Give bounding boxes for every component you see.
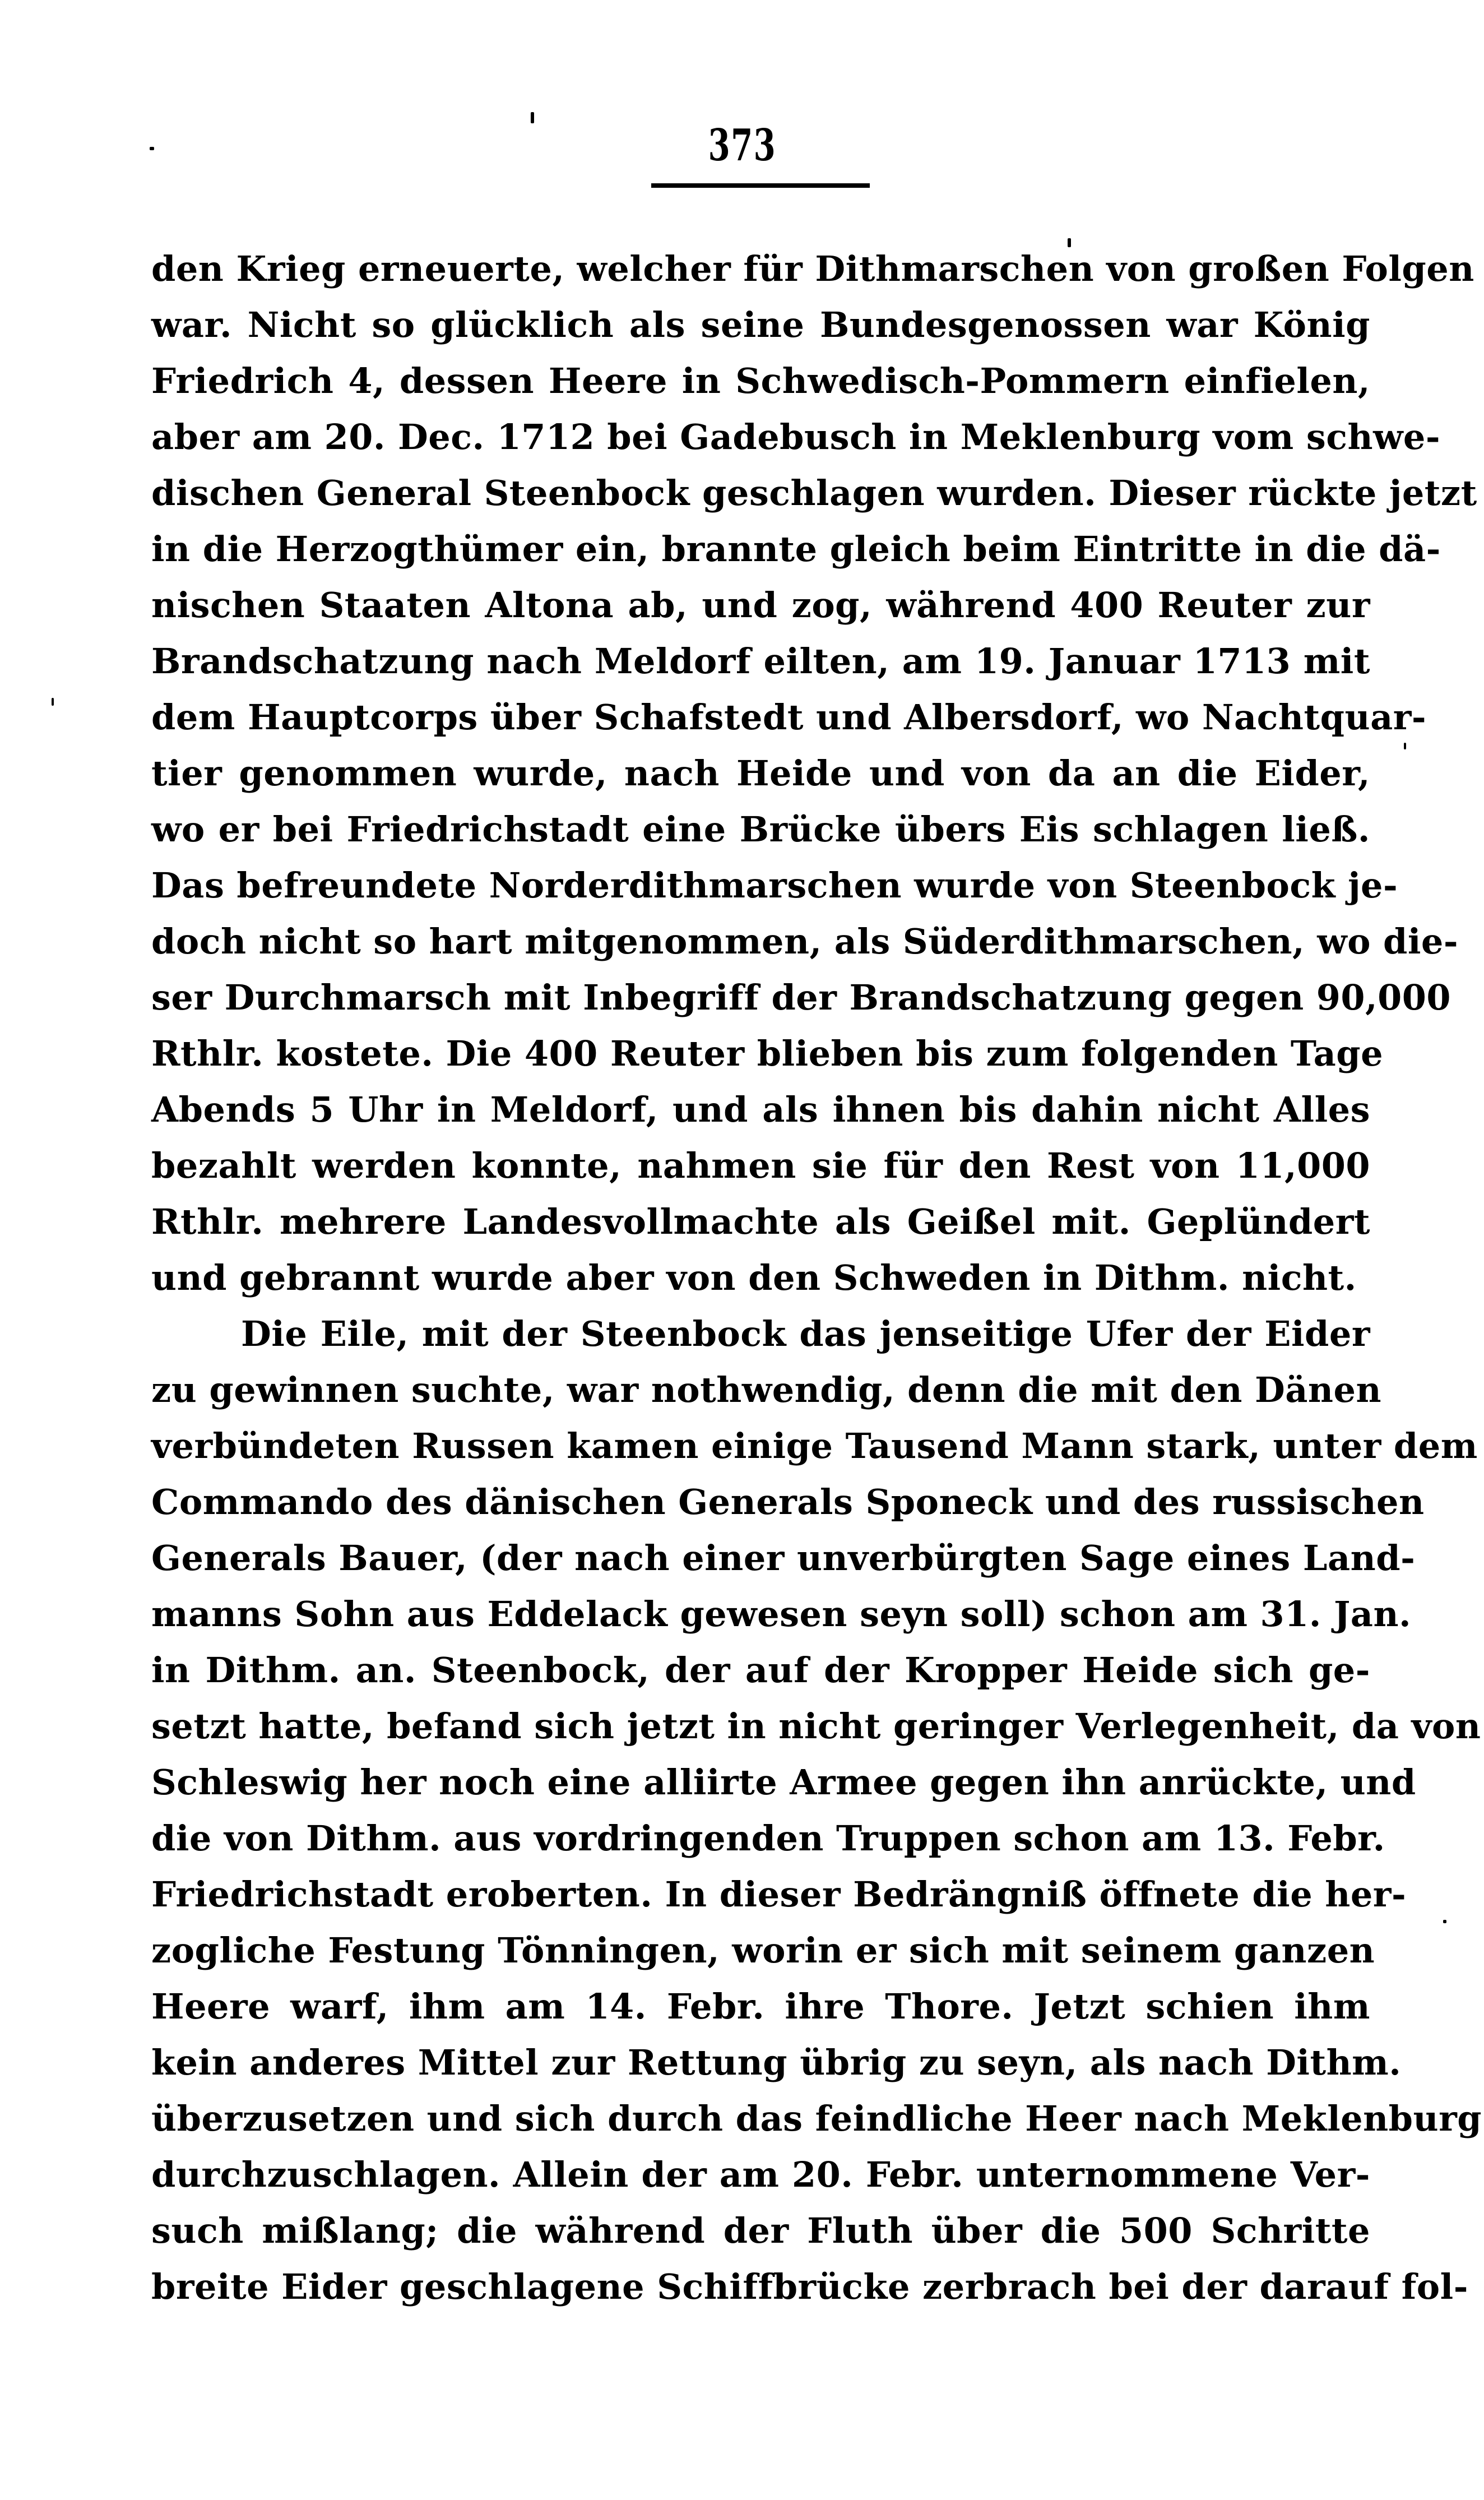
- text-line: durchzuschlagen. Allein der am 20. Febr. unternommene Ver-: [151, 2154, 1370, 2195]
- text-line: dischen General Steenbock geschlagen wurden. Dieser rückte jetzt: [151, 473, 1477, 513]
- text-line: Heere warf, ihm am 14. Febr. ihre Thore. Jetzt schien ihm: [151, 1986, 1370, 2027]
- text-line: such mißlang; die während der Fluth über die 500 Schritte: [151, 2210, 1370, 2251]
- text-line: Friedrich 4, dessen Heere in Schwedisch-Pommern einfielen,: [151, 360, 1370, 401]
- text-line: und gebrannt wurde aber von den Schweden in Dithm. nicht.: [151, 1257, 1357, 1298]
- text-line: Schleswig her noch eine alliirte Armee gegen ihn anrückte, und: [151, 1762, 1416, 1803]
- text-line: überzusetzen und sich durch das feindliche Heer nach Meklenburg: [151, 2098, 1482, 2139]
- header-rule: [651, 183, 870, 188]
- scan-speck: [1404, 743, 1406, 749]
- page-number: 373: [708, 120, 776, 171]
- text-line: den Krieg erneuerte, welcher für Dithmarschen von großen Folgen: [151, 248, 1474, 289]
- text-line: aber am 20. Dec. 1712 bei Gadebusch in Meklenburg vom schwe-: [151, 416, 1441, 457]
- body-text: [151, 241, 1482, 2315]
- scan-speck: [531, 112, 534, 123]
- text-line: bezahlt werden konnte, nahmen sie für den Rest von 11,000: [151, 1145, 1370, 1186]
- text-line: zu gewinnen suchte, war nothwendig, denn die mit den Dänen: [151, 1369, 1382, 1410]
- text-line: Die Eile, mit der Steenbock das jenseitige Ufer der Eider: [241, 1313, 1370, 1354]
- text-line: dem Hauptcorps über Schafstedt und Albersdorf, wo Nachtquar-: [151, 697, 1427, 738]
- scan-speck: [1443, 1920, 1446, 1923]
- text-line: wo er bei Friedrichstadt eine Brücke übers Eis schlagen ließ.: [151, 809, 1370, 850]
- scan-speck: [150, 147, 154, 150]
- text-line: tier genommen wurde, nach Heide und von da an die Eider,: [151, 753, 1370, 794]
- text-line: Rthlr. kostete. Die 400 Reuter blieben bis zum folgenden Tage: [151, 1033, 1384, 1074]
- scan-speck: [1068, 238, 1071, 247]
- text-line: ser Durchmarsch mit Inbegriff der Brandschatzung gegen 90,000: [151, 977, 1451, 1018]
- text-line: breite Eider geschlagene Schiffbrücke zerbrach bei der darauf fol-: [151, 2266, 1468, 2307]
- text-line: Commando des dänischen Generals Sponeck und des russischen: [151, 1482, 1425, 1522]
- scan-speck: [52, 698, 54, 706]
- text-line: setzt hatte, befand sich jetzt in nicht geringer Verlegenheit, da von: [151, 1706, 1481, 1747]
- text-line: Friedrichstadt eroberten. In dieser Bedrängniß öffnete die her-: [151, 1874, 1407, 1915]
- paragraph-1: [151, 241, 1477, 1306]
- text-line: Generals Bauer, (der nach einer unverbürgten Sage eines Land-: [151, 1538, 1416, 1578]
- text-line: Abends 5 Uhr in Meldorf, und als ihnen bis dahin nicht Alles: [151, 1089, 1370, 1130]
- text-line: in Dithm. an. Steenbock, der auf der Kropper Heide sich ge-: [151, 1650, 1370, 1691]
- page-header: [0, 121, 1484, 171]
- text-line: doch nicht so hart mitgenommen, als Süderdithmarschen, wo die-: [151, 921, 1459, 962]
- text-line: Rthlr. mehrere Landesvollmachte als Geißel mit. Geplündert: [151, 1201, 1370, 1242]
- text-line: nischen Staaten Altona ab, und zog, während 400 Reuter zur: [151, 585, 1370, 626]
- text-line: in die Herzogthümer ein, brannte gleich beim Eintritte in die dä-: [151, 529, 1441, 570]
- text-line: war. Nicht so glücklich als seine Bundesgenossen war König: [151, 304, 1370, 345]
- text-line: Brandschatzung nach Meldorf eilten, am 19. Januar 1713 mit: [151, 641, 1370, 682]
- paragraph-2: [151, 1306, 1482, 2315]
- text-line: Das befreundete Norderdithmarschen wurde von Steenbock je-: [151, 865, 1398, 906]
- text-line: die von Dithm. aus vordringenden Truppen schon am 13. Febr.: [151, 1818, 1385, 1859]
- text-line: verbündeten Russen kamen einige Tausend Mann stark, unter dem: [151, 1425, 1478, 1466]
- text-line: manns Sohn aus Eddelack gewesen seyn soll) schon am 31. Jan.: [151, 1594, 1412, 1635]
- text-line: kein anderes Mittel zur Rettung übrig zu seyn, als nach Dithm.: [151, 2042, 1402, 2083]
- text-line: zogliche Festung Tönningen, worin er sich mit seinem ganzen: [151, 1930, 1375, 1971]
